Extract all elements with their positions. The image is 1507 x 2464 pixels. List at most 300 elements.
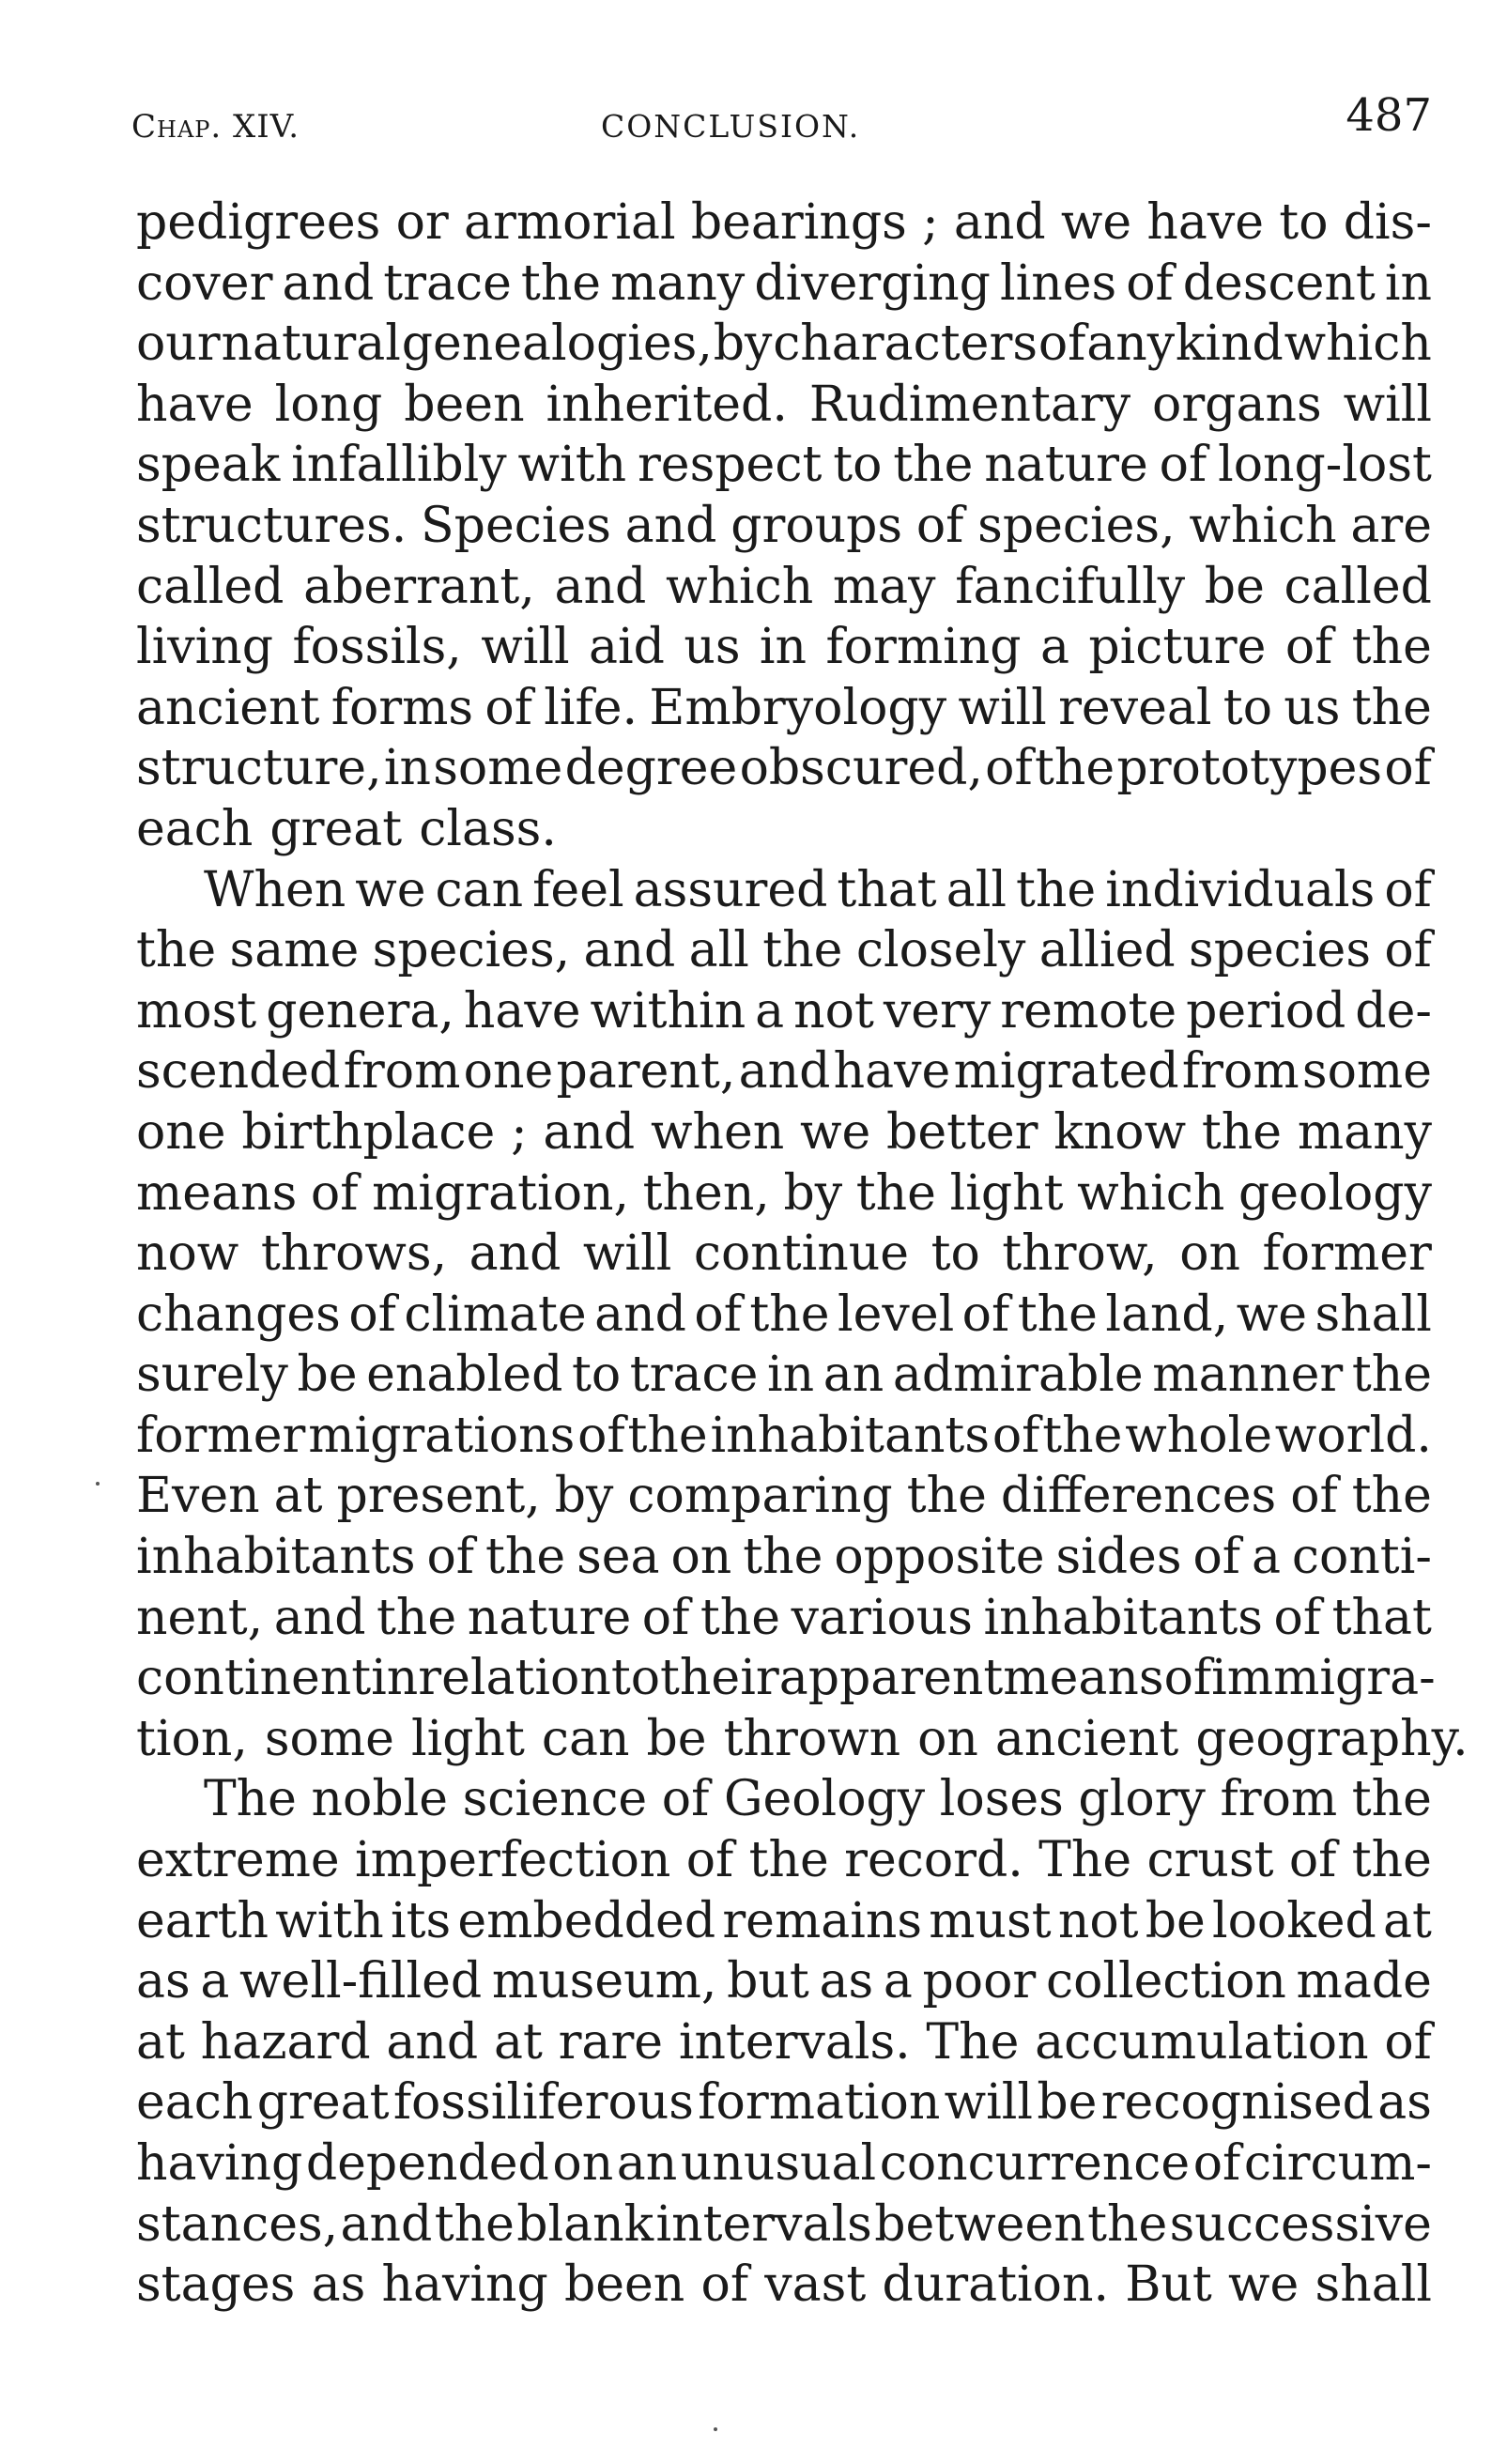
word: embedded (457, 1892, 716, 1949)
word: called (136, 558, 284, 615)
text-line (136, 860, 1432, 921)
text-line (136, 1891, 1432, 1952)
word: characters (773, 316, 1038, 373)
word: organs (1152, 376, 1322, 433)
word: or (395, 194, 449, 251)
word: many (1297, 1103, 1432, 1161)
text-line (136, 1285, 1432, 1346)
word: of (1284, 619, 1333, 676)
word: of (1273, 1589, 1322, 1646)
word: species, (372, 922, 571, 979)
word: will (944, 2074, 1034, 2132)
word: of (577, 1407, 625, 1464)
chapter-label: Chap. XIV. (131, 108, 300, 146)
word: and (554, 558, 647, 615)
word: of (1384, 861, 1432, 918)
word: on (552, 2135, 614, 2192)
word: at (136, 2013, 185, 2071)
word: on (1179, 1225, 1241, 1283)
text-line (136, 1466, 1432, 1527)
word: not (1057, 1892, 1139, 1949)
word: having (381, 2256, 548, 2314)
running-head (131, 89, 1432, 155)
word: the (136, 922, 217, 979)
word: light (410, 1710, 525, 1767)
word: trace (629, 1347, 759, 1404)
word: we (1228, 2256, 1299, 2314)
word: the (1034, 740, 1115, 797)
word: the (700, 1589, 781, 1646)
word: individuals (1105, 861, 1376, 918)
word: better (886, 1103, 1038, 1161)
word: know (1053, 1103, 1187, 1161)
word: the (855, 1164, 936, 1222)
word: be (1204, 558, 1265, 615)
word: thrown (723, 1710, 901, 1767)
word: stances, (136, 2195, 339, 2253)
text-line (136, 192, 1432, 254)
word: and (340, 2195, 433, 2253)
word: which (665, 558, 814, 615)
word: to (930, 1225, 980, 1283)
word: be (1037, 2074, 1098, 2132)
text-line (136, 617, 1432, 678)
word: inhabitants (136, 1529, 416, 1586)
text-line (136, 1406, 1432, 1467)
word: many (610, 254, 746, 312)
word: intervals. (678, 2013, 911, 2071)
word: some (1301, 1043, 1432, 1101)
word: glory (1078, 1771, 1206, 1828)
word: between (874, 2195, 1085, 2253)
word: an (616, 2135, 678, 2192)
word: the (1087, 2195, 1168, 2253)
word: their (660, 1650, 779, 1707)
word: allied (1038, 922, 1176, 979)
word: forms (331, 679, 474, 736)
word: enabled (366, 1347, 563, 1404)
word: conti- (1291, 1529, 1432, 1586)
word: the (906, 1468, 987, 1525)
text-line (136, 1163, 1432, 1224)
word: and (738, 1043, 831, 1101)
text-line (136, 1041, 1432, 1102)
word: on (670, 1529, 732, 1586)
word: have (136, 376, 254, 433)
text-line (136, 435, 1432, 496)
word: the (1017, 1286, 1098, 1343)
word: the (434, 2195, 515, 2253)
word: as (819, 1953, 874, 2010)
word: all (688, 922, 749, 979)
word: opposite (834, 1529, 1045, 1586)
word: inhabitants (710, 1407, 991, 1464)
word: will (481, 619, 570, 676)
text-line (136, 1224, 1432, 1285)
word: great (256, 2074, 390, 2132)
word: of (1192, 1529, 1240, 1586)
word: ; (511, 1103, 528, 1161)
word: record. (844, 1832, 1023, 1889)
word: looked (1211, 1892, 1376, 1949)
word: which (1189, 497, 1337, 554)
word: Rudimentary (808, 376, 1131, 433)
text-line (136, 557, 1432, 618)
word: in (759, 619, 807, 676)
word: rare (558, 2013, 664, 2071)
text-line (136, 375, 1432, 436)
word: in (767, 1347, 815, 1404)
word: as (1377, 2074, 1432, 2132)
word: Geology (723, 1771, 926, 1828)
word: reveal (1058, 679, 1212, 736)
word: inhabitants (983, 1589, 1263, 1646)
word: been (404, 376, 525, 433)
word: species (1189, 922, 1372, 979)
word: of (1126, 254, 1174, 312)
word: have (833, 1043, 951, 1101)
word: of (1192, 2135, 1241, 2192)
word: museum, (491, 1953, 717, 2010)
word: vast (764, 2256, 867, 2314)
word: of (915, 497, 964, 554)
word: various (791, 1589, 973, 1646)
word: and (543, 1103, 636, 1161)
word: When (204, 861, 346, 918)
word: on (917, 1710, 978, 1767)
word: a (200, 1953, 230, 2010)
word: a (1039, 619, 1069, 676)
word: in (371, 1650, 419, 1707)
word: intervals (655, 2195, 872, 2253)
word: differences (1000, 1468, 1277, 1525)
margin-speck (96, 1482, 100, 1486)
word: one (136, 1103, 226, 1161)
word: kind (1175, 316, 1284, 373)
word: the (893, 437, 974, 494)
word: aberrant, (303, 558, 535, 615)
word: unusual (680, 2135, 877, 2192)
word: admirable (892, 1347, 1144, 1404)
word: with (275, 1892, 384, 1949)
word: of (1384, 2013, 1432, 2071)
word: duration. (882, 2256, 1109, 2314)
word: fossils, (292, 619, 462, 676)
word: surely (136, 1347, 288, 1404)
word: called (1284, 558, 1432, 615)
word: assured (633, 861, 828, 918)
word: means (1003, 1650, 1164, 1707)
word: Species (421, 497, 611, 554)
text-line (136, 1102, 1432, 1163)
word: throws, (260, 1225, 448, 1283)
word: armorial (464, 194, 676, 251)
word: dis- (1343, 194, 1432, 251)
running-title: CONCLUSION. (601, 108, 861, 145)
word: changes (136, 1286, 341, 1343)
word: the (1351, 679, 1432, 736)
word: some (433, 740, 563, 797)
word: us (1284, 679, 1341, 736)
word: all (946, 861, 1007, 918)
word: aid (589, 619, 665, 676)
margin-speck (714, 2427, 717, 2431)
word: class. (419, 800, 557, 857)
word: tion, (136, 1710, 248, 1767)
text-line (136, 254, 1432, 315)
word: the (762, 922, 843, 979)
text-line (136, 1709, 1469, 1770)
word: to (610, 1650, 661, 1707)
word: de- (1355, 982, 1432, 1040)
word: an (823, 1347, 884, 1404)
page-number: 487 (1346, 89, 1432, 142)
word: and (624, 497, 717, 554)
word: the (743, 1529, 823, 1586)
body-text (136, 192, 1469, 2316)
word: nature (984, 437, 1148, 494)
word: living (136, 619, 274, 676)
word: are (1350, 497, 1432, 554)
word: remote (1000, 982, 1177, 1040)
word: speak (136, 437, 281, 494)
word: circum- (1243, 2135, 1432, 2192)
word: the (484, 1529, 566, 1586)
word: hazard (200, 2013, 371, 2071)
word: natural (221, 316, 401, 373)
word: closely (855, 922, 1026, 979)
word: pedigrees (136, 194, 381, 251)
word: ; (922, 194, 939, 251)
word: a (883, 1953, 913, 2010)
word: The (926, 2013, 1020, 2071)
word: forming (825, 619, 1022, 676)
word: the (748, 1832, 829, 1889)
word: structures. (136, 497, 408, 554)
word: of (694, 1286, 742, 1343)
text-line (136, 2255, 1432, 2316)
word: we (1236, 1286, 1308, 1343)
word: formation (698, 2074, 941, 2132)
word: Embryology (649, 679, 947, 736)
word: of (1038, 316, 1086, 373)
word: feel (532, 861, 624, 918)
word: comparing (627, 1468, 893, 1525)
word: the (1351, 1771, 1432, 1828)
word: shall (1315, 1286, 1432, 1343)
word: to (833, 437, 883, 494)
word: of (1384, 922, 1432, 979)
text-line (136, 981, 1432, 1042)
word: parent, (556, 1043, 736, 1101)
word: then, (642, 1164, 770, 1222)
word: long-lost (1218, 437, 1432, 494)
text-line (136, 1769, 1432, 1830)
word: the (1351, 619, 1432, 676)
word: great (269, 800, 403, 857)
text-line (136, 1588, 1432, 1649)
word: from (1220, 1771, 1338, 1828)
word: The (204, 1771, 297, 1828)
word: relation (418, 1650, 611, 1707)
word: some (264, 1710, 394, 1767)
word: we (355, 861, 426, 918)
word: fancifully (955, 558, 1186, 615)
word: we (1060, 194, 1132, 251)
word: continue (693, 1225, 910, 1283)
word: science (462, 1771, 648, 1828)
word: climate (404, 1286, 587, 1343)
word: at (273, 1468, 323, 1525)
word: be (297, 1347, 358, 1404)
word: immigra- (1211, 1650, 1436, 1707)
word: the (377, 1589, 457, 1646)
word: now (136, 1225, 239, 1283)
word: each (136, 2074, 254, 2132)
word: Even (136, 1468, 260, 1525)
word: one (463, 1043, 554, 1101)
word: but (727, 1953, 809, 2010)
word: descent (1182, 254, 1376, 312)
word: level (838, 1286, 955, 1343)
word: accumulation (1035, 2013, 1369, 2071)
word: the (1016, 861, 1097, 918)
word: the (627, 1407, 708, 1464)
word: as (136, 1953, 191, 2010)
word: nature (467, 1589, 632, 1646)
word: of (1159, 437, 1207, 494)
text-line (136, 1527, 1432, 1588)
word: will (1343, 376, 1432, 433)
word: extreme (136, 1832, 340, 1889)
text-line (136, 1830, 1432, 1891)
word: period (1186, 982, 1346, 1040)
word: recognised (1100, 2074, 1374, 2132)
word: within (590, 982, 746, 1040)
word: of (1384, 740, 1432, 797)
word: by (554, 1468, 614, 1525)
text-line (136, 2012, 1432, 2073)
text-line (136, 314, 1432, 375)
word: sea (577, 1529, 660, 1586)
word: in (383, 740, 431, 797)
word: concurrence (879, 2135, 1191, 2192)
text-line (136, 1951, 1432, 2012)
word: noble (311, 1771, 449, 1828)
word: the (1042, 1407, 1123, 1464)
word: ancient (994, 1710, 1179, 1767)
word: collection (1045, 1953, 1286, 2010)
word: respect (637, 437, 823, 494)
word: be (646, 1710, 707, 1767)
word: But (1125, 2256, 1212, 2314)
word: having (136, 2135, 303, 2192)
word: of (641, 1589, 690, 1646)
word: stages (136, 2256, 296, 2314)
word: present, (336, 1468, 541, 1525)
word: not (793, 982, 874, 1040)
word: means (136, 1164, 298, 1222)
word: light (949, 1164, 1064, 1222)
word: structure, (136, 740, 382, 797)
word: of (426, 1529, 475, 1586)
word: cover (136, 254, 273, 312)
word: the (749, 1286, 830, 1343)
word: very (883, 982, 992, 1040)
word: sides (1055, 1529, 1182, 1586)
word: of (992, 1407, 1040, 1464)
text-line (136, 678, 1432, 739)
word: of (1290, 1468, 1338, 1525)
word: of (985, 740, 1033, 797)
word: of (700, 2256, 749, 2314)
word: inherited. (546, 376, 788, 433)
word: and (953, 194, 1046, 251)
word: been (563, 2256, 685, 2314)
word: in (1384, 254, 1432, 312)
word: most (136, 982, 257, 1040)
word: former (1262, 1225, 1432, 1283)
word: diverging (754, 254, 991, 312)
word: and (386, 2013, 479, 2071)
word: from (1181, 1043, 1299, 1101)
word: long (274, 376, 383, 433)
word: lines (999, 254, 1117, 312)
word: its (390, 1892, 452, 1949)
word: the (1351, 1832, 1432, 1889)
word: can (541, 1710, 630, 1767)
word: of (484, 679, 532, 736)
word: us (684, 619, 741, 676)
word: picture (1088, 619, 1267, 676)
word: ancient (136, 679, 320, 736)
word: from (343, 1043, 461, 1101)
word: infallibly (291, 437, 507, 494)
word: may (832, 558, 936, 615)
word: the (1351, 1468, 1432, 1525)
text-line (136, 1345, 1432, 1406)
word: which (1284, 316, 1432, 373)
text-line (136, 2072, 1432, 2133)
word: geography. (1195, 1710, 1469, 1767)
word: the (520, 254, 602, 312)
word: of (310, 1164, 359, 1222)
word: of (348, 1286, 396, 1343)
word: genera, (266, 982, 454, 1040)
word: degree (564, 740, 738, 797)
word: apparent (778, 1650, 1004, 1707)
word: we (799, 1103, 871, 1161)
word: and (282, 254, 375, 312)
word: the (1351, 1347, 1432, 1404)
word: of (961, 1286, 1010, 1343)
word: life. (544, 679, 638, 736)
word: have (463, 982, 581, 1040)
word: geology (1238, 1164, 1432, 1222)
word: at (493, 2013, 543, 2071)
word: at (1382, 1892, 1432, 1949)
word: land, (1105, 1286, 1229, 1343)
word: to (1279, 194, 1329, 251)
word: obscured, (739, 740, 983, 797)
word: remains (722, 1892, 923, 1949)
text-line (136, 2133, 1432, 2194)
word: have (1146, 194, 1265, 251)
word: birthplace (241, 1103, 496, 1161)
word: which (1077, 1164, 1225, 1222)
word: migrated (953, 1043, 1179, 1101)
word: and (273, 1589, 366, 1646)
